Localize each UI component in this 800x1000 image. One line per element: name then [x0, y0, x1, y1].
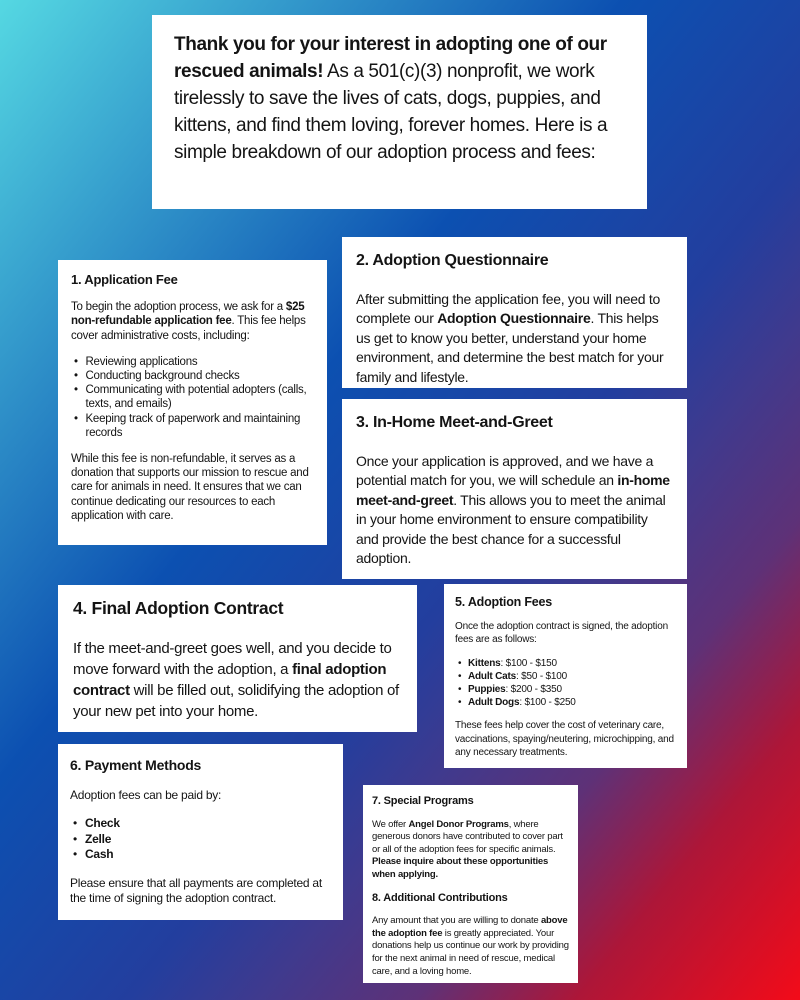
intro-card — [152, 15, 647, 209]
bullet-text — [468, 683, 676, 696]
section-title — [71, 271, 314, 288]
bold-text: final adoption contract — [73, 661, 387, 699]
text: If the meet-and-greet goes well, and you decide to move forward with the adoption, a — [73, 640, 392, 678]
paragraph — [372, 915, 569, 978]
bullet-icon: • — [458, 657, 462, 669]
text: To begin the adoption process, we ask for a — [71, 301, 286, 314]
bullet-item — [455, 670, 676, 683]
bullet-text — [85, 847, 331, 863]
bullet-icon: • — [74, 355, 78, 368]
bullet-text — [85, 355, 314, 369]
bullet-icon: • — [73, 831, 77, 846]
bullet-item — [70, 816, 331, 832]
paragraph — [73, 638, 402, 722]
bold-text: Thank you for your interest in adopting one of our rescued animals! — [174, 34, 607, 82]
bullet-icon: • — [74, 384, 78, 397]
text: Communicating with potential adopters (calls, texts, and emails) — [85, 384, 307, 411]
bullet-text — [85, 816, 331, 832]
bold-text: Please inquire about these opportunities when applying. — [372, 856, 549, 880]
bullet-icon: • — [458, 684, 462, 696]
text: Keeping track of paperwork and maintaining records — [85, 412, 301, 439]
bold-text: 4. Final Adoption Contract — [73, 598, 284, 618]
text: These fees help cover the cost of veterinary care, vaccinations, spaying/neutering, microchipping, and any necessary treatments. — [455, 720, 674, 758]
bold-text: Cash — [84, 847, 114, 861]
paragraph — [70, 876, 331, 907]
bold-text: Angel Donor Programs — [408, 818, 509, 830]
text: : $200 - $350 — [505, 684, 562, 696]
section-title — [372, 794, 569, 810]
bold-text: Kittens — [468, 657, 501, 669]
section-title — [455, 594, 676, 610]
application-fee-card — [58, 260, 327, 545]
bold-text: above the adoption fee — [372, 915, 568, 939]
text: Reviewing applications — [85, 355, 198, 368]
paragraph — [455, 719, 676, 759]
text: Adoption fees can be paid by: — [70, 787, 222, 802]
payment-methods-card — [58, 744, 343, 920]
bullet-list — [71, 355, 314, 440]
bullet-icon: • — [73, 847, 77, 861]
bold-text: 3. In-Home Meet-and-Greet — [356, 414, 553, 431]
text: : $100 - $250 — [519, 697, 576, 709]
adoption-questionnaire-card — [342, 237, 687, 388]
paragraph — [356, 290, 673, 388]
bold-text: $25 non-refundable application fee — [71, 301, 305, 328]
paragraph — [372, 819, 569, 882]
text: As a 501(c)(3) nonprofit, we work tirelessly to save the lives of cats, dogs, puppies, and kittens, and find them loving, forever homes. Here is a simple breakdown of our adoption process and fees: — [174, 61, 608, 163]
section-title — [356, 412, 673, 435]
section-title — [372, 891, 569, 907]
section-title — [73, 596, 402, 620]
bold-text: 1. Application Fee — [71, 272, 178, 287]
bullet-text — [85, 412, 314, 440]
bold-text: 2. Adoption Questionnaire — [356, 252, 549, 269]
bullet-item — [71, 355, 314, 369]
text: . This allows you to meet the animal in your home environment to ensure compatibility and provide the best chance for a successful adoption. — [356, 491, 666, 566]
paragraph — [174, 31, 625, 166]
section-title — [356, 250, 673, 273]
text: will be filled out, solidifying the adoption of your new pet into your home. — [73, 682, 399, 720]
bullet-text — [85, 383, 314, 411]
bullet-list — [455, 657, 676, 710]
meet-and-greet-card — [342, 399, 687, 579]
text: Please ensure that all payments are completed at the time of signing the adoption contract. — [70, 875, 322, 905]
bullet-text — [468, 657, 676, 670]
bullet-item — [70, 832, 331, 848]
bullet-icon: • — [74, 412, 78, 425]
bold-text: Adult Dogs — [468, 697, 520, 709]
bullet-item — [455, 696, 676, 709]
paragraph — [455, 620, 676, 646]
text: While this fee is non-refundable, it serves as a donation that supports our mission to rescue and care for animals in need. It ensures that we can continue dedicating our resources to each application with care. — [71, 453, 309, 522]
bold-text: 5. Adoption Fees — [455, 595, 553, 609]
paragraph — [71, 300, 314, 343]
text: Once your application is approved, and we have a potential match for you, we will schedule an — [356, 452, 654, 488]
bullet-icon: • — [73, 816, 77, 830]
bullet-list — [70, 816, 331, 863]
text: , where generous donors have contributed to cover part or all of the adoption fees for specific animals. — [372, 818, 563, 855]
bold-text: 7. Special Programs — [372, 795, 474, 807]
final-contract-card — [58, 585, 417, 732]
bullet-text — [468, 696, 676, 709]
bold-text: Puppies — [468, 684, 506, 696]
text: Once the adoption contract is signed, the adoption fees are as follows: — [455, 621, 668, 646]
bullet-text — [85, 832, 331, 848]
text: . This helps us get to know you better, understand your home environment, and determine the best match for your family and lifestyle. — [356, 310, 664, 385]
bold-text: Zelle — [84, 831, 112, 846]
bullet-text — [85, 369, 314, 383]
bullet-item — [71, 412, 314, 440]
text: Conducting background checks — [85, 370, 240, 383]
special-programs-card — [363, 785, 578, 983]
bold-text: Adult Cats — [468, 670, 517, 682]
text: . This fee helps cover administrative costs, including: — [71, 315, 306, 342]
bullet-item — [71, 369, 314, 383]
paragraph — [70, 788, 331, 804]
text: : $100 - $150 — [500, 657, 557, 669]
bullet-text — [468, 670, 676, 683]
bold-text: Adoption Questionnaire — [437, 310, 591, 326]
text: We offer — [372, 818, 409, 830]
adoption-fees-card — [444, 584, 687, 768]
bullet-icon: • — [458, 697, 462, 709]
bold-text: Check — [84, 816, 120, 830]
text: is greatly appreciated. Your donations help us continue our work by providing for the next animal in need of rescue, medical care, and a loving home. — [372, 927, 569, 977]
paragraph — [71, 452, 314, 523]
text: After submitting the application fee, you will need to complete our — [356, 290, 660, 326]
text: : $50 - $100 — [516, 670, 567, 682]
bold-text: 8. Additional Contributions — [372, 891, 508, 904]
bullet-item — [70, 847, 331, 863]
bullet-item — [71, 383, 314, 411]
bold-text: in-home meet-and-greet — [356, 472, 670, 508]
paragraph — [356, 452, 673, 569]
bullet-icon: • — [74, 370, 78, 383]
bullet-item — [455, 683, 676, 696]
bullet-icon: • — [458, 670, 462, 682]
bold-text: 6. Payment Methods — [70, 757, 202, 773]
bullet-item — [455, 657, 676, 670]
section-title — [70, 756, 331, 775]
text: Any amount that you are willing to donate — [372, 915, 541, 927]
